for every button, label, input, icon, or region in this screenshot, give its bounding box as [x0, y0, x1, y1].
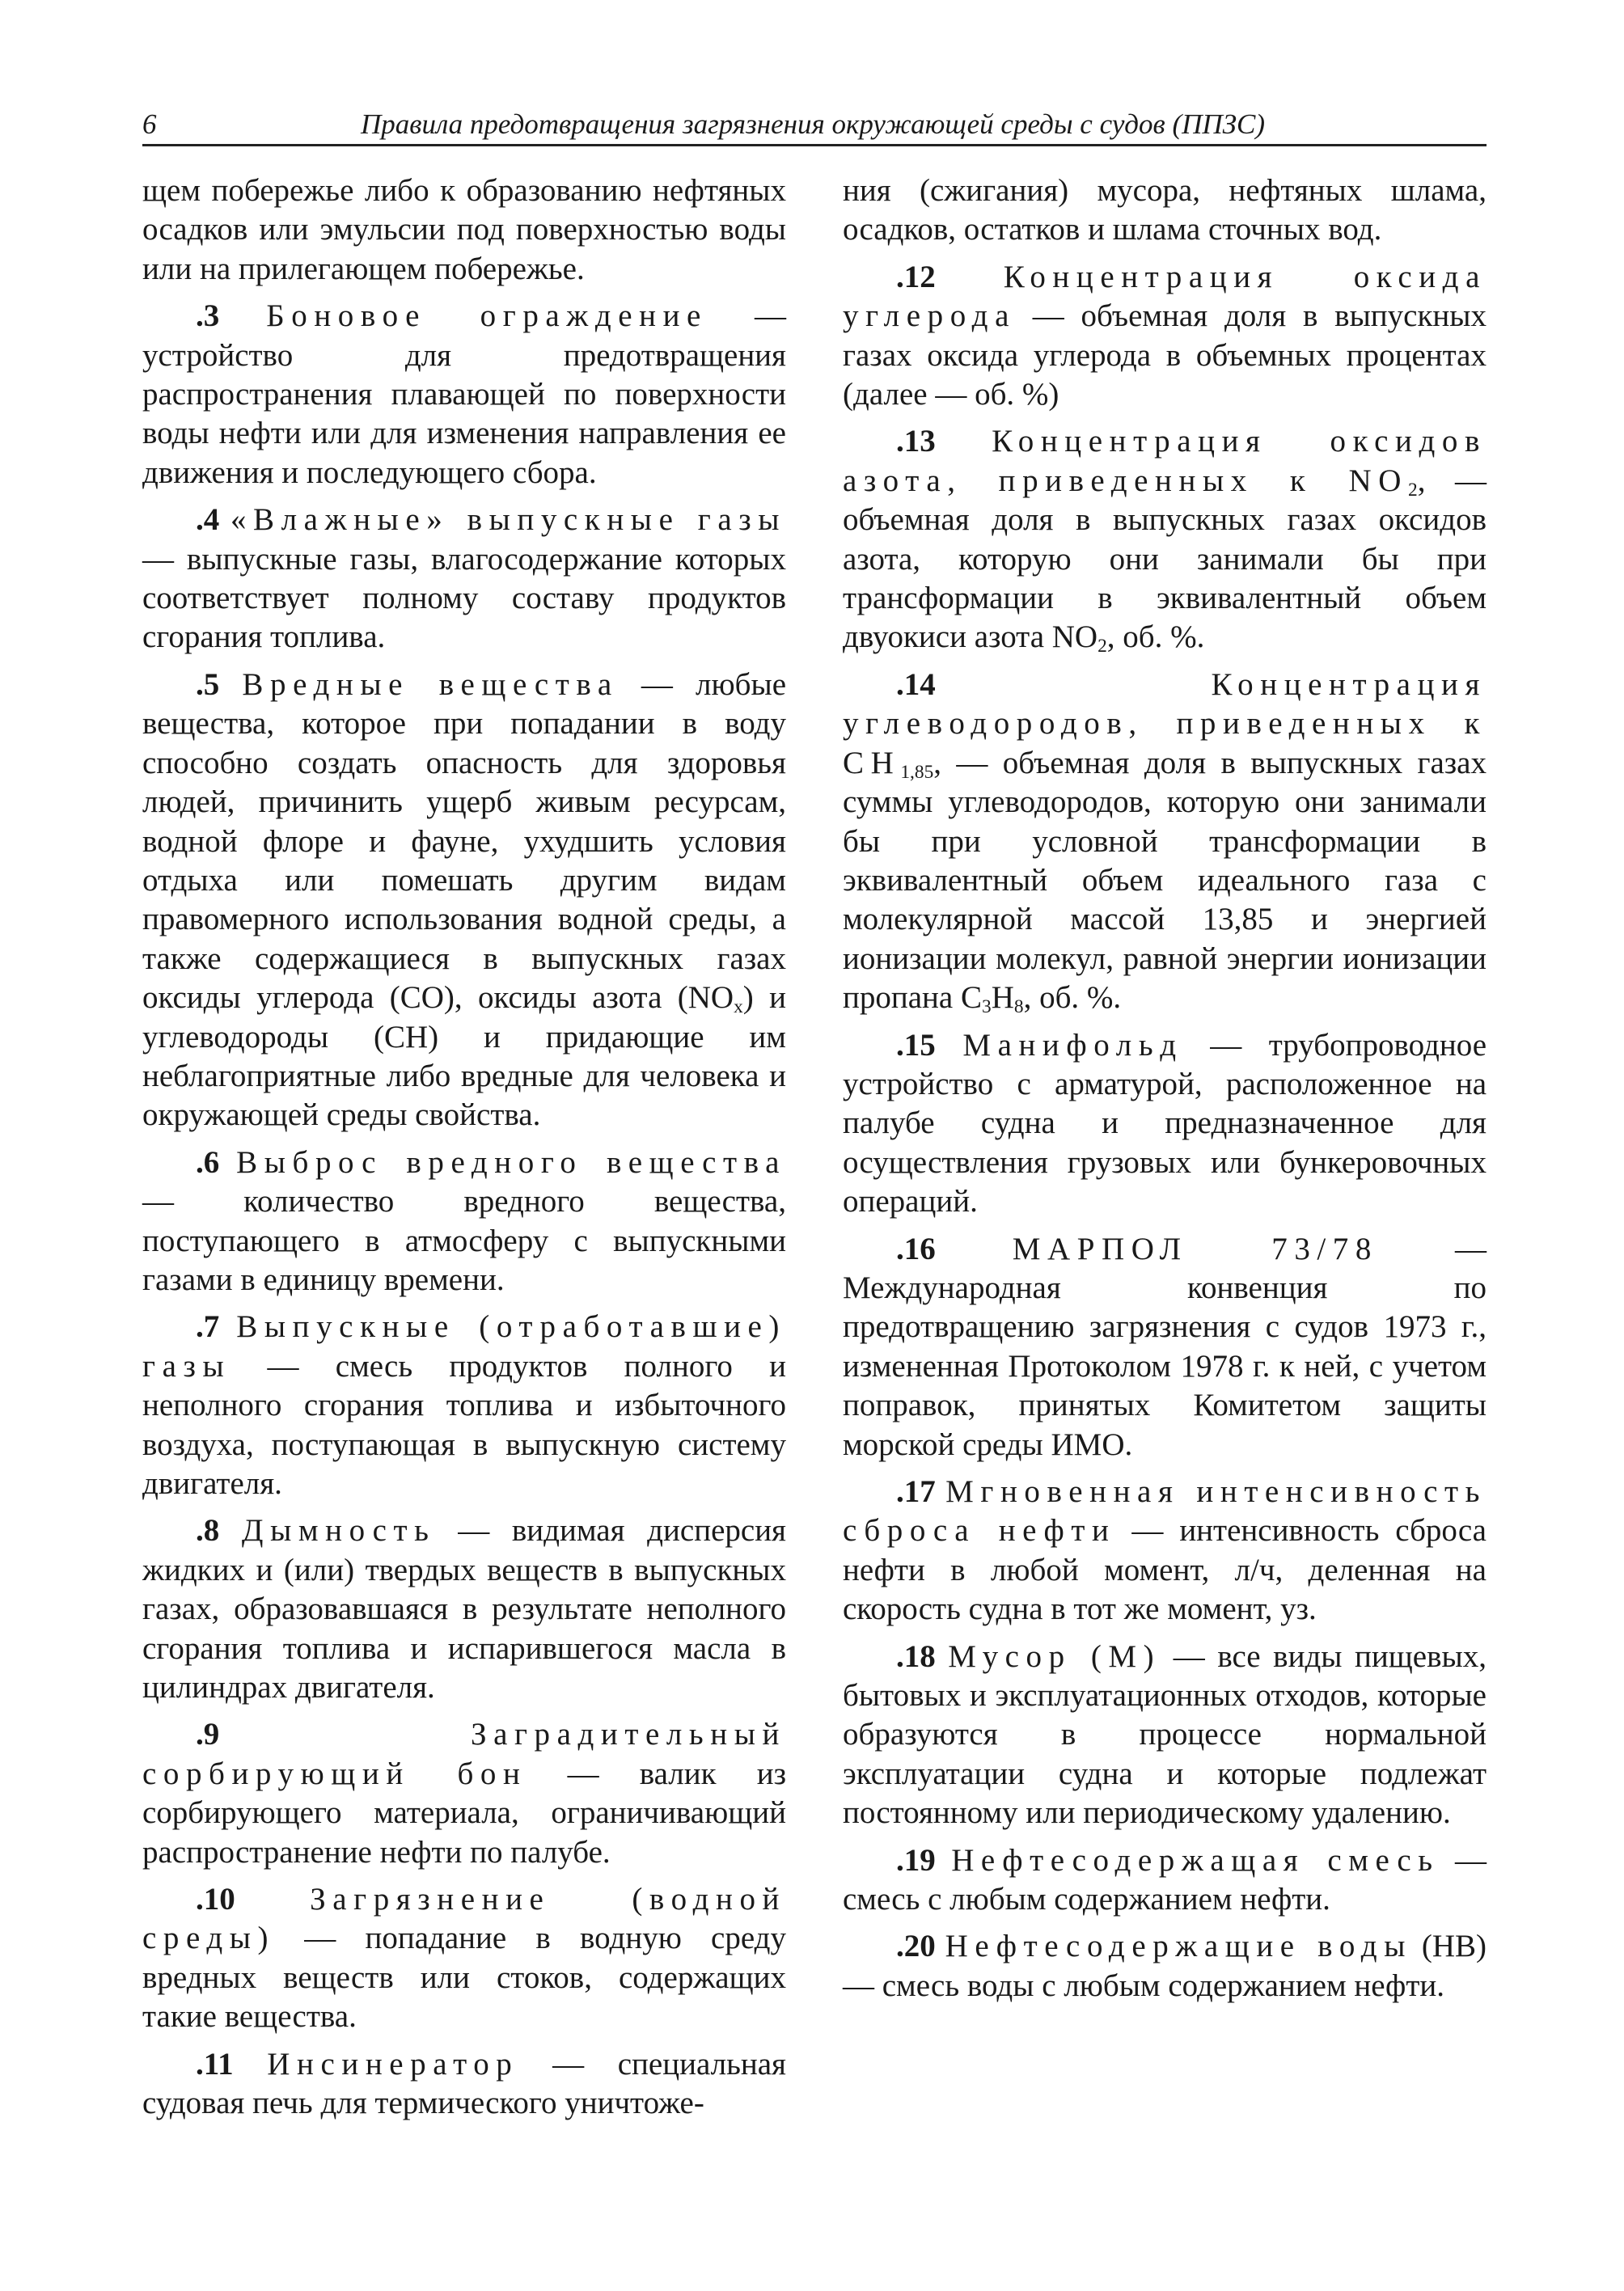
item-definition: — смесь с любым содержанием нефти. [843, 1842, 1487, 1917]
item-term: Нефтесодержащие воды [945, 1929, 1412, 1964]
item-number: .7 [196, 1309, 220, 1345]
definition-item-10 [142, 1880, 786, 2037]
subscript: x [734, 995, 743, 1017]
item-term: «Влажные» выпускные газы [230, 502, 786, 538]
item-number: .5 [196, 666, 220, 702]
continuation-text: ния (сжигания) мусора, нефтяных шлама, осадков, остатков и шлама сточных вод. [843, 173, 1487, 247]
running-header [142, 105, 1487, 146]
item-definition: , — объемная доля в выпускных газах суммы углеводородов, которую они занимали бы при условной трансформации в эквивалентный объем идеального газа с молекулярной массой 13,85 и энергией ионизации молекул, равной энергии ионизации пропана C [843, 745, 1487, 1016]
item-term: Концентрация оксида углерода [843, 259, 1487, 334]
item-definition: — Международная конвенция по предотвращению загрязнения с судов 1973 г., измененная Протоколом 1978 г. к ней, с учетом поправок, принятых Комитетом защиты морской среды ИМО. [843, 1231, 1487, 1462]
right-column [843, 171, 1487, 2014]
item-number: .11 [196, 2046, 234, 2082]
definition-item-18 [843, 1638, 1487, 1833]
item-definition-cont: , об. %. [1023, 980, 1122, 1016]
item-number: .15 [896, 1027, 936, 1063]
definition-item-16 [843, 1230, 1487, 1465]
subscript: 1,85 [900, 761, 934, 783]
item-definition-cont: ) и углеводороды (CH) и придающие им неблагоприятные либо вредные для человека и окружающей среды свойства. [142, 980, 787, 1133]
item-number: .20 [896, 1929, 936, 1964]
item-term: Концентрация оксидов азота, приведенных к NO [843, 424, 1487, 498]
item-number: .3 [196, 298, 220, 334]
item-term: Концентрация углеводородов, приведенных к CH [843, 666, 1487, 780]
item-term: Вредные вещества [242, 666, 619, 702]
definition-item-15 [843, 1026, 1487, 1222]
running-title: Правила предотвращения загрязнения окружающей среды с судов (ППЗС) [361, 108, 1265, 140]
definition-item-6 [142, 1143, 786, 1300]
item-number: .16 [896, 1231, 936, 1266]
definition-item-13 [843, 422, 1487, 657]
item-number: .12 [896, 259, 936, 294]
definition-item-14 [843, 666, 1487, 1018]
item-definition: — все виды пищевых, бытовых и эксплуатационных отходов, которые образуются в процессе нормальной эксплуатации судна и которые подлежат постоянному или периодическому удалению. [843, 1638, 1487, 1831]
item-definition: — устройство для предотвращения распространения плавающей по поверхности воды нефти или для изменения направления ее движения и последующего сбора. [142, 298, 786, 490]
item-term: Выпускные (отработавшие) газы [142, 1309, 786, 1384]
item-number: .17 [896, 1474, 936, 1509]
item-term: Дымность [241, 1513, 436, 1549]
item-definition: — любые вещества, которое при попадании в воду способно создать опасность для здоровья людей, причинить ущерб живым ресурсам, водной флоре и фауне, ухудшить условия отдыха или помешать другим видам правомерного использования водной среды, а также содержащиеся в выпускных газах оксиды углерода (CO), оксиды азота (NO [142, 666, 787, 1016]
definition-item-17 [843, 1473, 1487, 1629]
item-definition: (НВ) — смесь воды с любым содержанием нефти. [843, 1929, 1487, 2003]
item-term: Инсинератор [267, 2046, 519, 2082]
item-number: .10 [196, 1882, 235, 1917]
item-number: .9 [196, 1717, 220, 1752]
definition-item-11 [142, 2045, 786, 2124]
definition-item-4 [142, 501, 786, 657]
item-number: .6 [196, 1144, 220, 1180]
item-term: Загрязнение (водной среды) [142, 1882, 786, 1956]
page-number: 6 [142, 108, 157, 140]
item-number: .19 [896, 1842, 936, 1878]
subscript: 2 [1408, 479, 1418, 501]
item-number: .13 [896, 424, 936, 459]
item-definition: — выпускные газы, влагосодержание которых соответствует полному составу продуктов сгорания топлива. [142, 541, 786, 655]
item-number: .8 [196, 1513, 220, 1549]
item-term: МАРПОЛ 73/78 [1012, 1231, 1378, 1266]
item-definition: — попадание в водную среду вредных веществ или стоков, содержащих такие вещества. [142, 1921, 786, 2035]
item-definition: — смесь продуктов полного и неполного сгорания топлива и избыточного воздуха, поступающая в выпускную систему двигателя. [142, 1348, 786, 1501]
definition-item-3 [142, 297, 786, 492]
item-definition-cont: , об. %. [1106, 619, 1205, 655]
definition-item-5 [142, 666, 786, 1135]
item-term: Мгновенная интенсивность сброса нефти [843, 1474, 1487, 1549]
continuation-text: щем побережье либо к образованию нефтяных осадков или эмульсии под поверхностью воды или на прилегающем побережье. [142, 173, 786, 286]
item-number: .18 [896, 1638, 936, 1674]
item-definition: — объемная доля в выпускных газах оксида углерода в объемных процентах (далее — об. %) [843, 298, 1487, 412]
item-term: Мусор (М) [948, 1638, 1161, 1674]
subscript: 3 [982, 995, 992, 1017]
item-definition: , — объемная доля в выпускных газах оксидов азота, которую они занимали бы при трансформации в эквивалентный объем двуокиси азота NO [843, 463, 1487, 655]
item-term: Выброс вредного вещества [236, 1144, 786, 1180]
item-term: Боновое ограждение [266, 298, 708, 334]
item-term: Манифольд [962, 1027, 1183, 1063]
subscript: 2 [1097, 636, 1107, 657]
subscript: 8 [1013, 995, 1024, 1017]
item-definition: — интенсивность сброса нефти в любой момент, л/ч, деленная на скорость судна в тот же момент, уз. [843, 1513, 1487, 1627]
item-definition: — валик из сорбирующего материала, ограничивающий распространение нефти по палубе. [142, 1756, 786, 1870]
item-definition: — количество вредного вещества, поступающего в атмосферу с выпускными газами в единицу времени. [142, 1184, 786, 1297]
item-term: Заградительный сорбирующий бон [142, 1717, 786, 1791]
item-term: Нефтесодержащая смесь [951, 1842, 1440, 1878]
left-column [142, 171, 786, 2132]
item-definition: — специальная судовая печь для термического уничтоже- [142, 2046, 786, 2121]
item-definition: — видимая дисперсия жидких и (или) твердых веществ в выпускных газах, образовавшаяся в результате неполного сгорания топлива и испарившегося масла в цилиндрах двигателя. [142, 1513, 786, 1706]
definition-item-20 [843, 1927, 1487, 2006]
item-number: .4 [196, 502, 220, 538]
definition-item-9 [142, 1715, 786, 1872]
definition-item-12 [843, 258, 1487, 415]
formula-part: H [991, 980, 1014, 1016]
item-definition: — трубопроводное устройство с арматурой, расположенное на палубе судна и предназначенное для осуществления грузовых или бункеровочных операций. [843, 1027, 1487, 1219]
definition-item-19 [843, 1841, 1487, 1920]
definition-item-7 [142, 1308, 786, 1503]
item-number: .14 [896, 666, 936, 702]
definition-item-8 [142, 1511, 786, 1707]
